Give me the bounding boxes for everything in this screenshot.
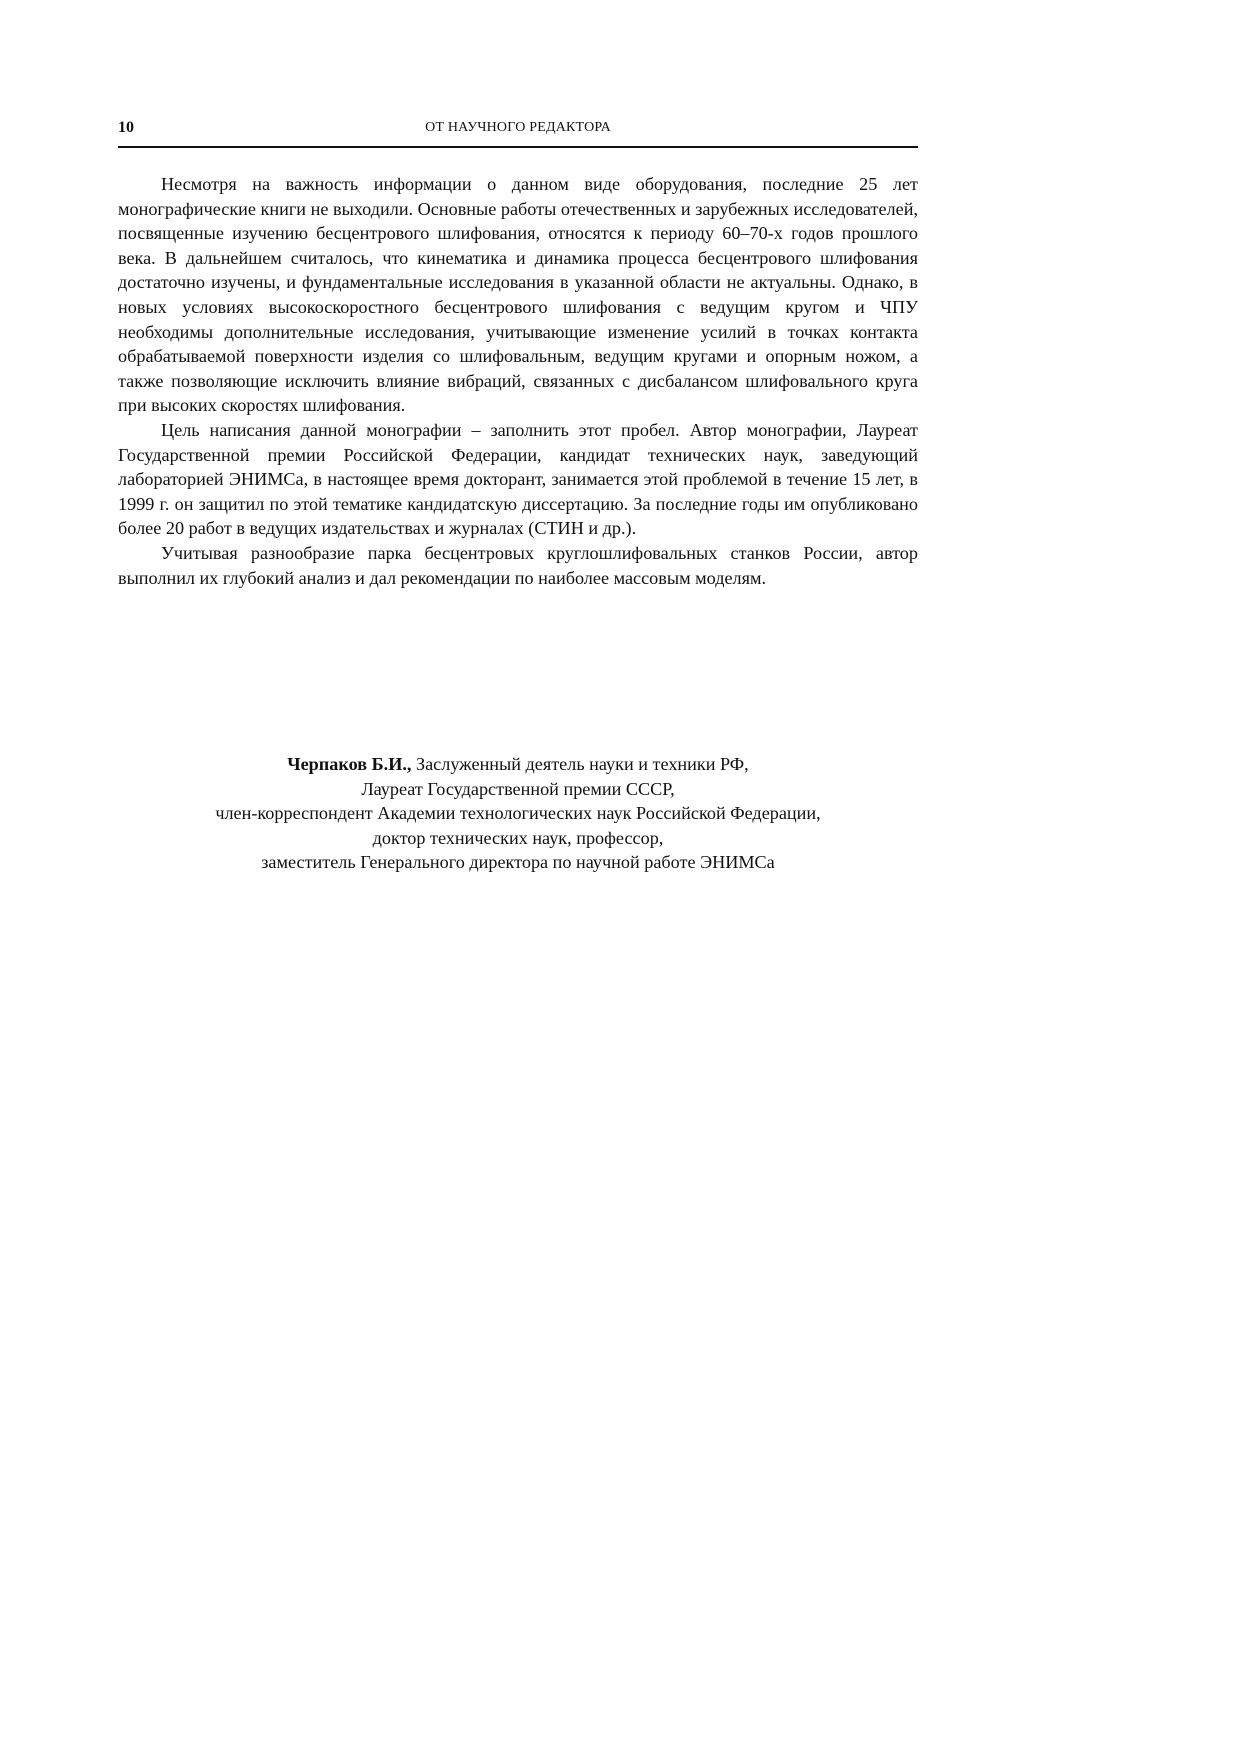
editor-signature (118, 752, 918, 875)
signature-line-4: доктор технических наук, профессор, (372, 827, 664, 848)
running-title: ОТ НАУЧНОГО РЕДАКТОРА (425, 120, 611, 135)
body-text (118, 172, 918, 590)
signature-line-2: Лауреат Государственной премии СССР, (361, 778, 675, 799)
running-header (118, 116, 918, 148)
page-number: 10 (118, 119, 134, 136)
signature-line-1 (118, 752, 918, 777)
signature-line-3: член-корреспондент Академии технологических наук Российской Федерации, (215, 803, 821, 824)
paragraph-1: Несмотря на важность информации о данном виде оборудования, последние 25 лет монографические книги не выходили. Основные работы отечественных и зарубежных исследователей, посвященные изучению бесцентрового шлифования, относятся к периоду 60–70-х годов прошлого века. В дальнейшем считалось, что кинематика и динамика процесса бесцентрового шлифования достаточно изучены, и фундаментальные исследования в указанной области не актуальны. Однако, в новых условиях высокоскоростного бесцентрового шлифования с ведущим кругом и ЧПУ необходимы дополнительные исследования, учитывающие изменение усилий в точках контакта обрабатываемой поверхности изделия со шлифовальным, ведущим кругами и опорным ножом, а также позволяющие исключить влияние вибраций, связанных с дисбалансом шлифовального круга при высоких скоростях шлифования. (118, 174, 918, 416)
signature-name: Черпаков Б.И., (287, 754, 412, 774)
signature-line-5: заместитель Генерального директора по научной работе ЭНИМСа (261, 852, 775, 873)
paragraph-2: Цель написания данной монографии – заполнить этот пробел. Автор монографии, Лауреат Государственной премии Российской Федерации, кандидат технических наук, заведующий лабораторией ЭНИМСа, в настоящее время докторант, занимается этой проблемой в течение 15 лет, в 1999 г. он защитил по этой тематике кандидатскую диссертацию. За последние годы им опубликовано более 20 работ в ведущих издательствах и журналах (СТИН и др.). (118, 419, 918, 539)
document-page (118, 116, 918, 873)
paragraph-3: Учитывая разнообразие парка бесцентровых круглошлифовальных станков России, автор выполнил их глубокий анализ и дал рекомендации по наиболее массовым моделям. (118, 542, 918, 588)
signature-title-1: Заслуженный деятель науки и техники РФ, (411, 754, 749, 774)
